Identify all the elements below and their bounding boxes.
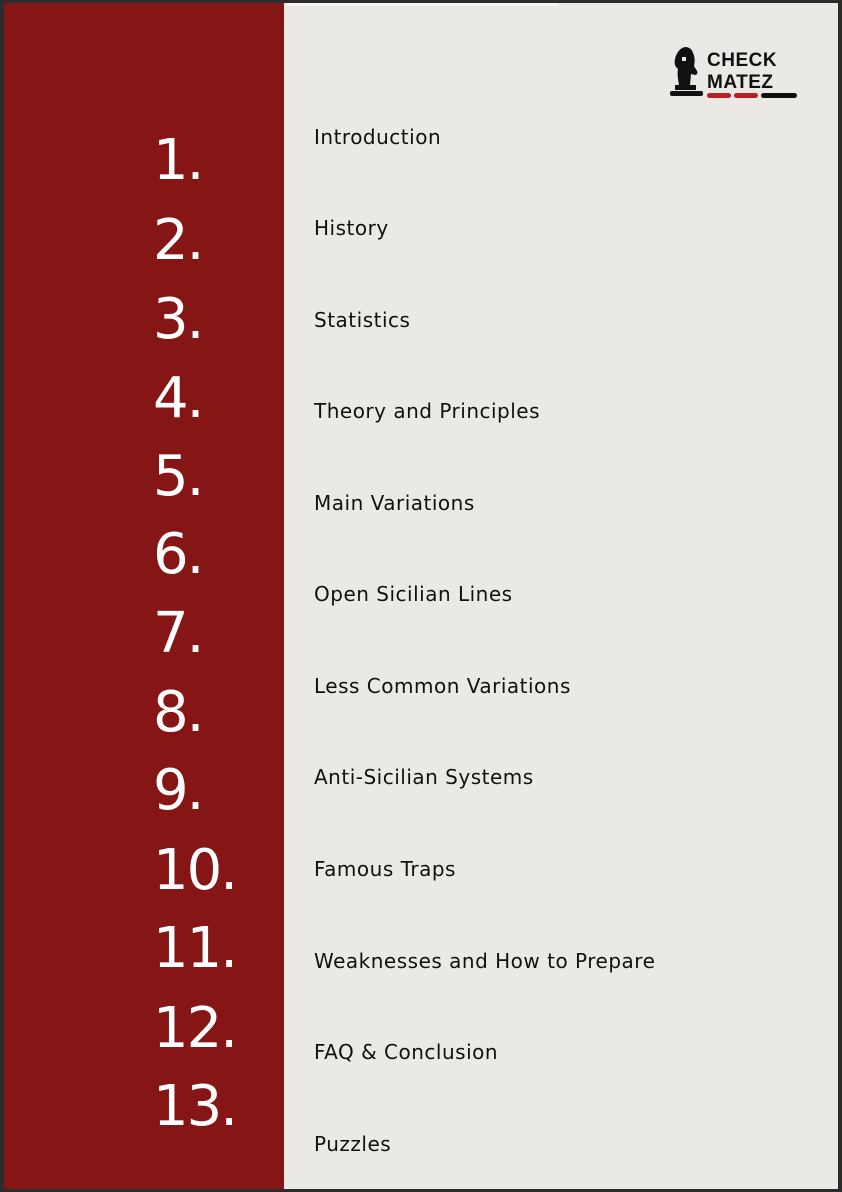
toc-number: 4. — [153, 366, 203, 431]
toc-item-open-sicilian[interactable]: Open Sicilian Lines — [314, 582, 513, 606]
toc-number: 5. — [153, 444, 203, 509]
toc-item-puzzles[interactable]: Puzzles — [314, 1132, 392, 1156]
toc-number: 8. — [153, 680, 203, 745]
logo-underline-red — [707, 93, 731, 98]
logo-line-1: CHECK — [707, 50, 778, 71]
toc-number: 10. — [153, 838, 237, 903]
chess-knight-icon — [667, 45, 705, 99]
page-tab-indicator — [288, 3, 558, 6]
numbers-sidebar — [4, 3, 284, 1189]
toc-item-statistics[interactable]: Statistics — [314, 308, 411, 332]
toc-number: 6. — [153, 522, 203, 587]
toc-number: 9. — [153, 758, 203, 823]
checkmatez-logo — [667, 45, 797, 101]
toc-number: 12. — [153, 996, 237, 1061]
toc-item-less-common[interactable]: Less Common Variations — [314, 674, 571, 698]
toc-item-introduction[interactable]: Introduction — [314, 125, 442, 149]
toc-item-history[interactable]: History — [314, 216, 389, 240]
toc-item-famous-traps[interactable]: Famous Traps — [314, 857, 456, 881]
toc-number: 13. — [153, 1074, 237, 1139]
logo-underline-red — [734, 93, 758, 98]
toc-item-theory[interactable]: Theory and Principles — [314, 399, 541, 423]
toc-item-main-variations[interactable]: Main Variations — [314, 491, 475, 515]
logo-line-2: MATEZ — [707, 72, 774, 93]
toc-number: 3. — [153, 287, 203, 352]
toc-item-anti-sicilian[interactable]: Anti-Sicilian Systems — [314, 765, 534, 789]
toc-item-faq[interactable]: FAQ & Conclusion — [314, 1040, 499, 1064]
toc-number: 11. — [153, 916, 237, 981]
toc-number: 1. — [153, 128, 203, 193]
toc-page — [4, 3, 838, 1189]
toc-number: 2. — [153, 208, 203, 273]
logo-underline-dark — [761, 93, 797, 98]
toc-item-weaknesses[interactable]: Weaknesses and How to Prepare — [314, 949, 656, 973]
toc-number: 7. — [153, 601, 203, 666]
